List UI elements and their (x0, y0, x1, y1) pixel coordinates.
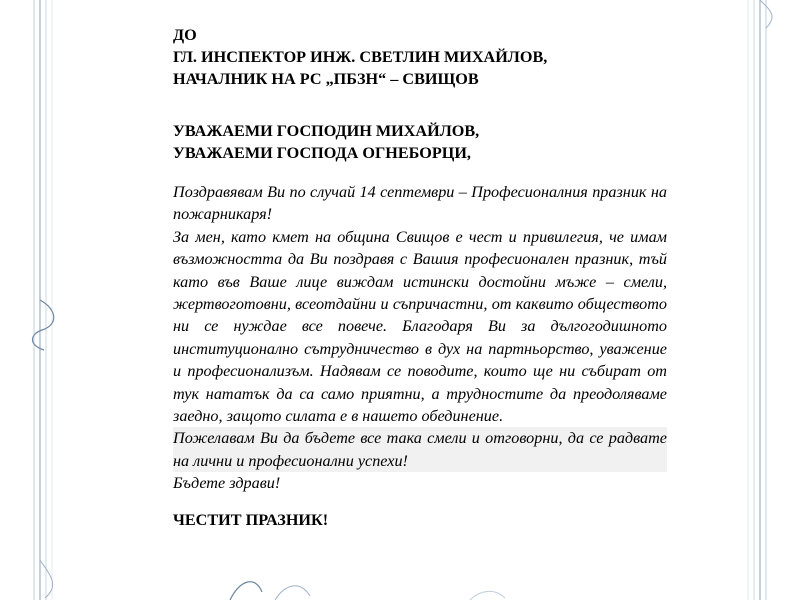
closing-line: ЧЕСТИТ ПРАЗНИК! (173, 510, 329, 529)
addressee-name: ГЛ. ИНСПЕКТОР ИНЖ. СВЕТЛИН МИХАЙЛОВ, (173, 48, 548, 66)
decorative-border-bottom (0, 570, 800, 600)
addressee-position: НАЧАЛНИК НА РС „ПБЗН“ – СВИЩОВ (173, 70, 479, 88)
salutation-line: УВАЖАЕМИ ГОСПОДИН МИХАЙЛОВ, (173, 122, 480, 140)
paragraph: За мен, като кмет на община Свищов е чест и привилегия, че имам възможността да Ви поздравя с Вашия професионален празник, тъй като във Ваше лице виждам истински достойни мъже – смели, жертвоготовни, всеотдайни и съпричастни, от каквито обществото ни се нуждае все повече. Благодаря Ви за дългогодишното институционално сътрудничество в дух на партньорство, уважение и професионализъм. Надявам се поводите, които ще ни събират от тук нататък да са само приятни, а трудностите да преодоляваме заедно, защото силата е в нашето обединение. (173, 227, 667, 426)
salutation-line: УВАЖАЕМИ ГОСПОДА ОГНЕБОРЦИ, (173, 144, 471, 162)
letter-body (173, 181, 667, 495)
addressee-block (173, 24, 667, 90)
paragraph: Бъдете здрави! (173, 474, 281, 493)
salutation-block (173, 120, 667, 164)
paragraph: Пожелавам Ви да бъдете все така смели и отговорни, да се радвате на лични и професионални успехи! (173, 427, 667, 472)
paragraph: Поздравявам Ви по случай 14 септември – Професионалния празник на пожарникаря! (173, 183, 667, 224)
decorative-border-left (0, 0, 60, 600)
addressee-line: ДО (173, 26, 197, 44)
letter (173, 24, 667, 531)
decorative-border-right (740, 0, 800, 600)
